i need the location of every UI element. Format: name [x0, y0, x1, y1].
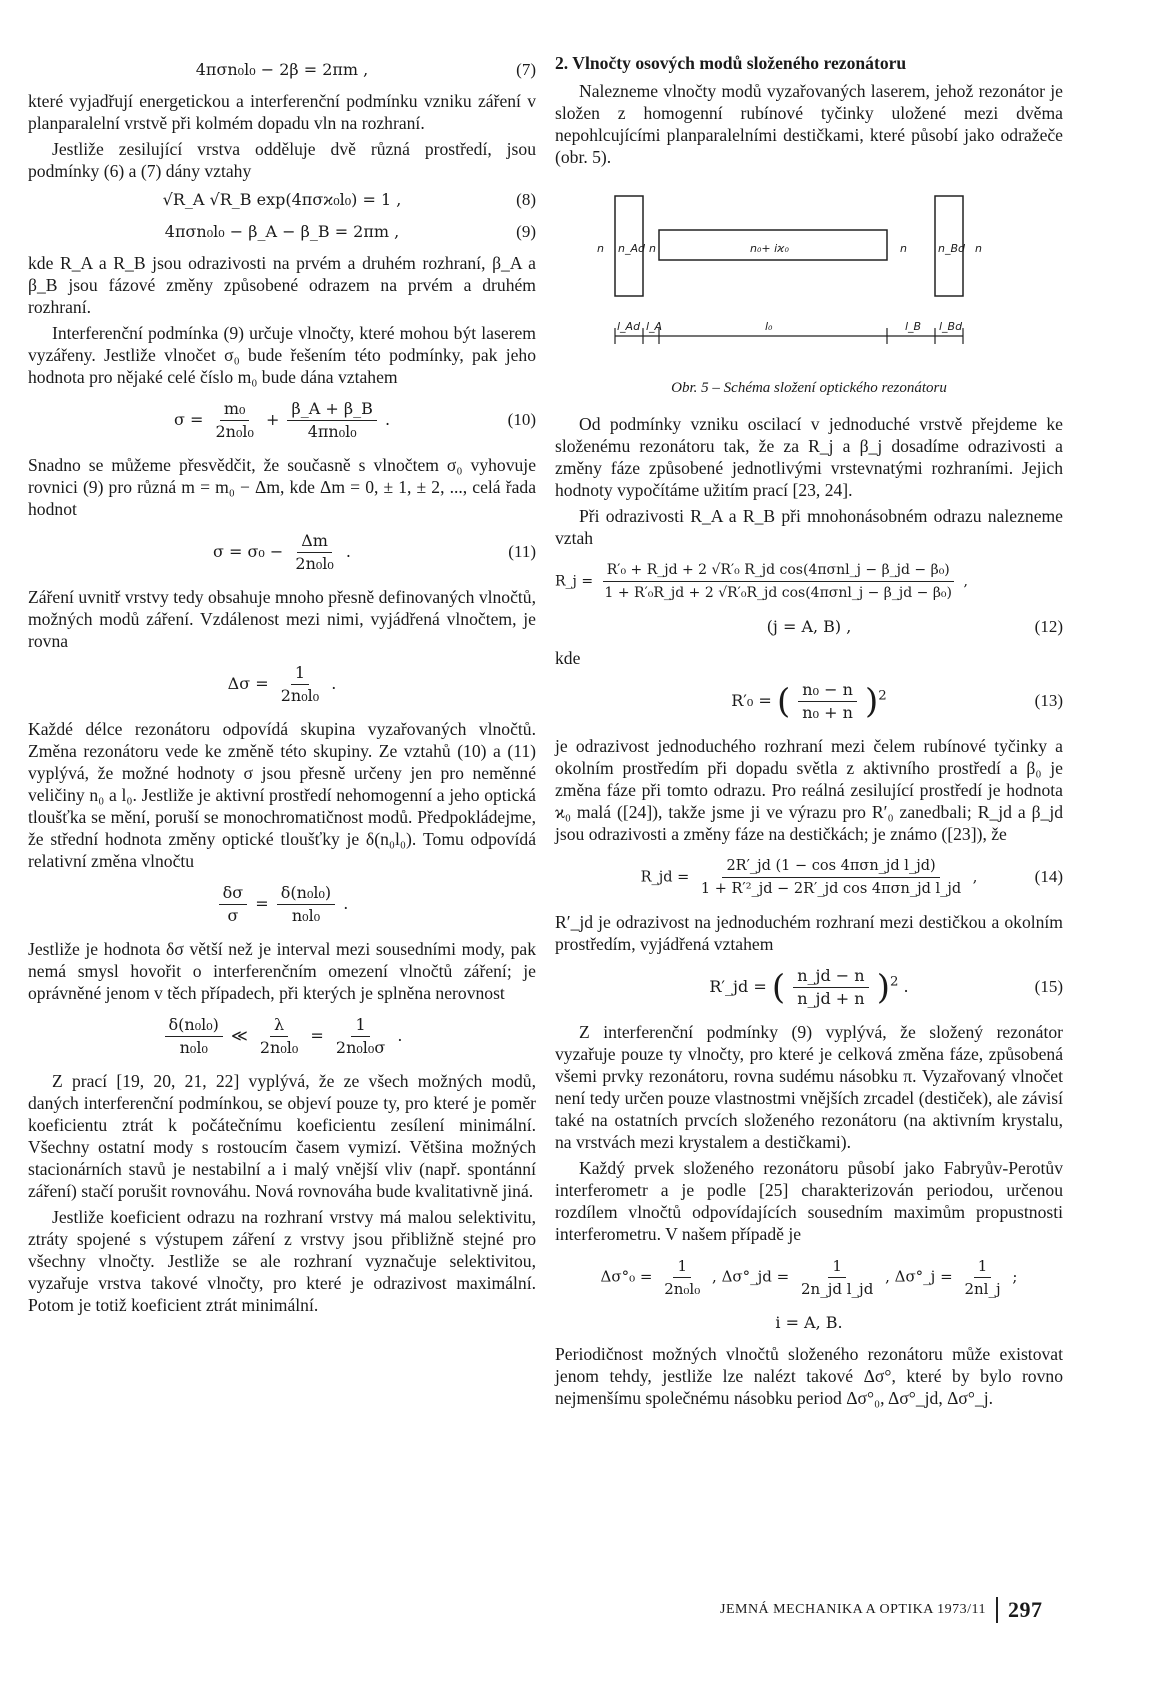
equation-number: (9): [516, 222, 536, 241]
resonator-diagram: [555, 178, 1063, 373]
equation-13: R′₀ = ( $\frac{\text{n₀ − n}}{\text{n₀ + n}}$ )$^2$ (13): [731, 679, 1063, 722]
paragraph: Jestliže je hodnota δσ větší než je interval mezi sousedními mody, pak nemá smysl hovořit o interferenčním omezení vlnočtů záření; je oprávněné jenom v těch případech, při kterých je splněna nerovnost: [28, 939, 536, 1003]
fraction: $\frac{\delta\sigma}{\sigma}$: [219, 883, 248, 926]
label-lad: l_Ad: [617, 320, 641, 333]
equation-12: R_j = $\frac{\text{R′₀ + R\_jd + 2 √R′₀ R\_jd cos(4πσnl\_j − β\_jd − β₀)}}{\text{1 + R′₀R\_jd + 2 √R′₀R\_jd cos(4πσnl\_j − β\_jd − β₀)}}$ ,: [555, 561, 968, 601]
equation-15: R′_jd = ( $\frac{n\_jd - n}{n\_jd + n}$ )$^2$ . (15): [709, 965, 1063, 1008]
label-lbd: l_Bd: [939, 320, 963, 333]
fraction: $\frac{1}{\text{2n₀l₀}}$: [280, 662, 320, 705]
label-n: n: [597, 242, 604, 255]
fraction: $\frac{\text{m₀}}{\text{2n₀l₀}}$: [215, 398, 254, 441]
paragraph: Z interferenční podmínky (9) vyplývá, že složený rezonátor vyzařuje pouze ty vlnočty, pro které je celková změna fáze, způsobená všemi prvky rezonátoru, rovna sudému násobku π. Vyzařovaný vlnočet není tedy určen pouze vlastnostmi vnějších zrcadel (destiček), ale závisí také na ostatních prvcích složeného rezonátoru (na aktivním krystalu, na vrstvách mezi krystalem a destičkami).: [555, 1022, 1063, 1152]
resonator-figure: [555, 178, 1063, 373]
page-number: 297: [996, 1597, 1043, 1623]
fraction: $\frac{1}{\text{2n\_jd l\_jd}}$: [801, 1256, 874, 1298]
fraction: $\frac{1}{\text{2n₀l₀σ}}$: [335, 1014, 386, 1057]
paragraph: Nalezneme vlnočty modů vyzařovaných laserem, jehož rezonátor je složen z homogenní rubínové tyčinky uložené mezi dvěma nepohlcujícími planparalelními destičkami, které působí jako odražeče (obr. 5).: [555, 81, 1063, 167]
fraction: $\frac{\Delta m}{\text{2n₀l₀}}$: [295, 530, 334, 573]
paragraph: Jestliže koeficient odrazu na rozhraní vrstvy má malou selektivitu, ztráty spojené s výstupem záření z vrstvy jsou přibližně stejné pro všechny vlnočty. Jestliže se ale rozhraní vyznačuje selektivitou, vyzařuje vrstva takové vlnočty, pro které je odrazivost maximální. Potom je totiž koeficient ztrát minimální.: [28, 1207, 536, 1315]
fraction: $\frac{\lambda}{\text{2n₀l₀}}$: [259, 1014, 299, 1057]
equation-14: R_jd = $\frac{\text{2R′\_jd (1 − cos 4πσn\_jd l\_jd)}}{\text{1 + R′²\_jd − 2R′\_jd cos 4πσn\_jd l\_jd}}$ , (14): [640, 857, 1063, 897]
equation-delta-sigma: Δσ = $\frac{1}{\text{2n₀l₀}}$ .: [227, 662, 337, 705]
label-n: n: [649, 242, 656, 255]
paragraph: Periodičnost možných vlnočtů složeného rezonátoru může existovat jenom tehdy, jestliže lze nalézt takové Δσ°, které by bylo rovno nejmenšímu společnému násobku period Δσ°₀, Δσ°_jd, Δσ°_j.: [555, 1344, 1063, 1408]
label-n: n: [975, 242, 982, 255]
fraction: $\frac{\text{2R′\_jd (1 − cos 4πσn\_jd l\_jd)}}{\text{1 + R′²\_jd − 2R′\_jd cos 4πσn\_jd l\_jd}}$: [700, 857, 962, 897]
paragraph: kde: [555, 648, 581, 668]
paragraph: Každý prvek složeného rezonátoru působí jako Fabryův-Perotův interferometr a je podle [25] charakterizován periodou, určenou rozdílem vlnočtů odpovídajících sousedním maximům propustnosti interferometru. V našem případě je: [555, 1158, 1063, 1244]
equation-number: (13): [1034, 691, 1063, 710]
left-column: [28, 52, 536, 1320]
equation-11: σ = σ₀ − $\frac{\Delta m}{\text{2n₀l₀}}$ . (11): [212, 530, 536, 573]
label-n0: n₀+ iϰ₀: [750, 242, 789, 255]
equation-relative-change: $\frac{\delta\sigma}{\sigma}$ = $\frac{\text{δ(n₀l₀)}}{\text{n₀l₀}}$ .: [28, 878, 536, 930]
equation-12-sub: (j = A, B) , (12): [766, 617, 1063, 636]
equation-number: (10): [507, 410, 536, 429]
page-footer: [720, 1597, 1042, 1623]
label-n: n: [900, 242, 907, 255]
paragraph: je odrazivost jednoduchého rozhraní mezi čelem rubínové tyčinky a okolním prostředím při dopadu světla z aktivního prostředí a β₀ je změna fáze při tomto odrazu. Pro reálná zesilující prostředí je hodnota ϰ₀ malá ([24]), takže jsme ji ve výrazu pro R′₀ zanedbali; R_jd a β_jd jsou odrazivosti a změny fáze na destičkách; je známo ([23]), že: [555, 736, 1063, 844]
paragraph: Jestliže zesilující vrstva odděluje dvě různá prostředí, jsou podmínky (6) a (7) dány vztahy: [28, 139, 536, 181]
paragraph: Každé délce rezonátoru odpovídá skupina vyzařovaných vlnočtů. Změna rezonátoru vede ke změně této skupiny. Ze vztahů (10) a (11) vyplývá, že možné hodnoty σ jsou přesně určeny jen pro neměnné veličiny n₀ a l₀. Jestliže je aktivní prostředí nehomogenní a jeho optická tloušťka se mění, poruší se monochromatičnost modů. Předpokládejme, že střední hodnota změny optické tloušťky je δ(n₀l₀). Tomu odpovídá relativní změna vlnočtu: [28, 719, 536, 871]
paragraph: Od podmínky vzniku oscilací v jednoduché vrstvě přejdeme ke složenému rezonátoru tak, že za R_j a β_j dosadíme odrazivosti a změny fáze způsobené jednotlivými vrstevnatými rozhraními. Jejich hodnoty vypočítáme užitím prací [23, 24].: [555, 414, 1063, 500]
fraction: $\frac{n\_jd - n}{n\_jd + n}$: [793, 966, 868, 1009]
fraction: $\frac{\beta\_A + \beta\_B}{\text{4πn₀l₀}}$: [287, 399, 376, 442]
paragraph: Snadno se můžeme přesvědčit, že současně s vlnočtem σ₀ vyhovuje rovnici (9) pro různá m = m₀ − Δm, kde Δm = 0, ± 1, ± 2, ..., celá řada hodnot: [28, 455, 536, 519]
equation-number: (12): [1034, 617, 1063, 636]
fraction: $\frac{1}{2nl\_j}$: [964, 1256, 1001, 1298]
fraction: $\frac{\text{δ(n₀l₀)}}{\text{n₀l₀}}$: [277, 883, 335, 926]
paragraph: Při odrazivosti R_A a R_B při mnohonásobném odrazu nalezneme vztah: [555, 506, 1063, 548]
label-lb: l_B: [905, 320, 922, 333]
fraction: $\frac{\text{n₀ − n}}{\text{n₀ + n}}$: [798, 680, 857, 723]
figure-caption: Obr. 5 – Schéma složení optického rezonátoru: [671, 380, 947, 396]
label-la: l_A: [646, 320, 663, 333]
equation-inequality: $\frac{\text{δ(n₀l₀)}}{\text{n₀l₀}}$ ≪ $\frac{\lambda}{\text{2n₀l₀}}$ = $\frac{1}{\text{2n₀l₀σ}}$ .: [28, 1010, 536, 1062]
equation-10: σ = $\frac{\text{m₀}}{\text{2n₀l₀}}$ + $\frac{\beta\_A + \beta\_B}{\text{4πn₀l₀}}$ . (10): [173, 398, 536, 441]
paragraph: Záření uvnitř vrstvy tedy obsahuje mnoho přesně definovaných vlnočtů, možných modů záření. Vzdálenost mezi nimi, vyjádřená vlnočtem, je rovna: [28, 587, 536, 651]
paragraph: Z prací [19, 20, 21, 22] vyplývá, že ze všech možných modů, daných interferenční podmínkou, se objeví pouze ty, pro které je poměr koeficientu ztrát k počátečnímu koeficientu zesílení minimální. Všechny ostatní mody s rostoucím časem vymizí. Většina možných stacionárních stavů je nestabilní a i malý vnější vliv (např. spontánní záření) stačí porušit rovnováhu. Nová rovnováha bude kvalitativně jiná.: [28, 1071, 536, 1201]
equation-periods: Δσ°₀ = $\frac{1}{\text{2n₀l₀}}$ , Δσ°_jd = $\frac{1}{\text{2n\_jd l\_jd}}$ , Δσ°_j = $\frac{1}{2nl\_j}$ ;: [600, 1256, 1018, 1298]
label-nad: n_Ad: [618, 242, 645, 255]
label-l0: l₀: [765, 320, 773, 333]
journal-name: JEMNÁ MECHANIKA A OPTIKA 1973/11: [720, 1602, 986, 1617]
equation-number: (7): [516, 60, 536, 79]
equation-7: 4πσn₀l₀ − 2β = 2πm , (7): [195, 60, 536, 79]
paragraph: R′_jd je odrazivost na jednoduchém rozhraní mezi destičkou a okolním prostředím, vyjádřená vztahem: [555, 912, 1063, 954]
right-column: [555, 52, 1063, 1413]
paragraph: Interferenční podmínka (9) určuje vlnočty, které mohou být laserem vyzářeny. Jestliže vlnočet σ₀ bude řešením této podmínky, pak jeho hodnota pro nějaké celé číslo m₀ bude dána vztahem: [28, 323, 536, 387]
label-nbd: n_Bd: [938, 242, 966, 255]
section-heading: 2. Vlnočty osových modů složeného rezonátoru: [555, 53, 907, 73]
paragraph: které vyjadřují energetickou a interferenční podmínku vzniku záření v planparalelní vrstvě při kolmém dopadu vln na rozhraní.: [28, 91, 536, 133]
paragraph: kde R_A a R_B jsou odrazivosti na prvém a druhém rozhraní, β_A a β_B jsou fázové změny způsobené odrazem na prvém a druhém rozhraní.: [28, 253, 536, 317]
fraction: $\frac{1}{\text{2n₀l₀}}$: [664, 1256, 701, 1298]
equation-number: (15): [1034, 977, 1063, 996]
fraction: $\frac{\text{R′₀ + R\_jd + 2 √R′₀ R\_jd cos(4πσnl\_j − β\_jd − β₀)}}{\text{1 + R′₀R\_jd + 2 √R′₀R\_jd cos(4πσnl\_j − β\_jd − β₀)}}$: [604, 561, 953, 601]
equation-number: (11): [508, 542, 536, 561]
fraction: $\frac{\text{δ(n₀l₀)}}{\text{n₀l₀}}$: [165, 1015, 223, 1058]
equation-number: (14): [1034, 867, 1063, 886]
equation-9: 4πσn₀l₀ − β_A − β_B = 2πm , (9): [164, 222, 536, 241]
equation-8: √R_A √R_B exp(4πσϰ₀l₀) = 1 , (8): [162, 190, 536, 209]
equation-number: (8): [516, 190, 536, 209]
equation-periods-sub: i = A, B.: [775, 1313, 843, 1332]
